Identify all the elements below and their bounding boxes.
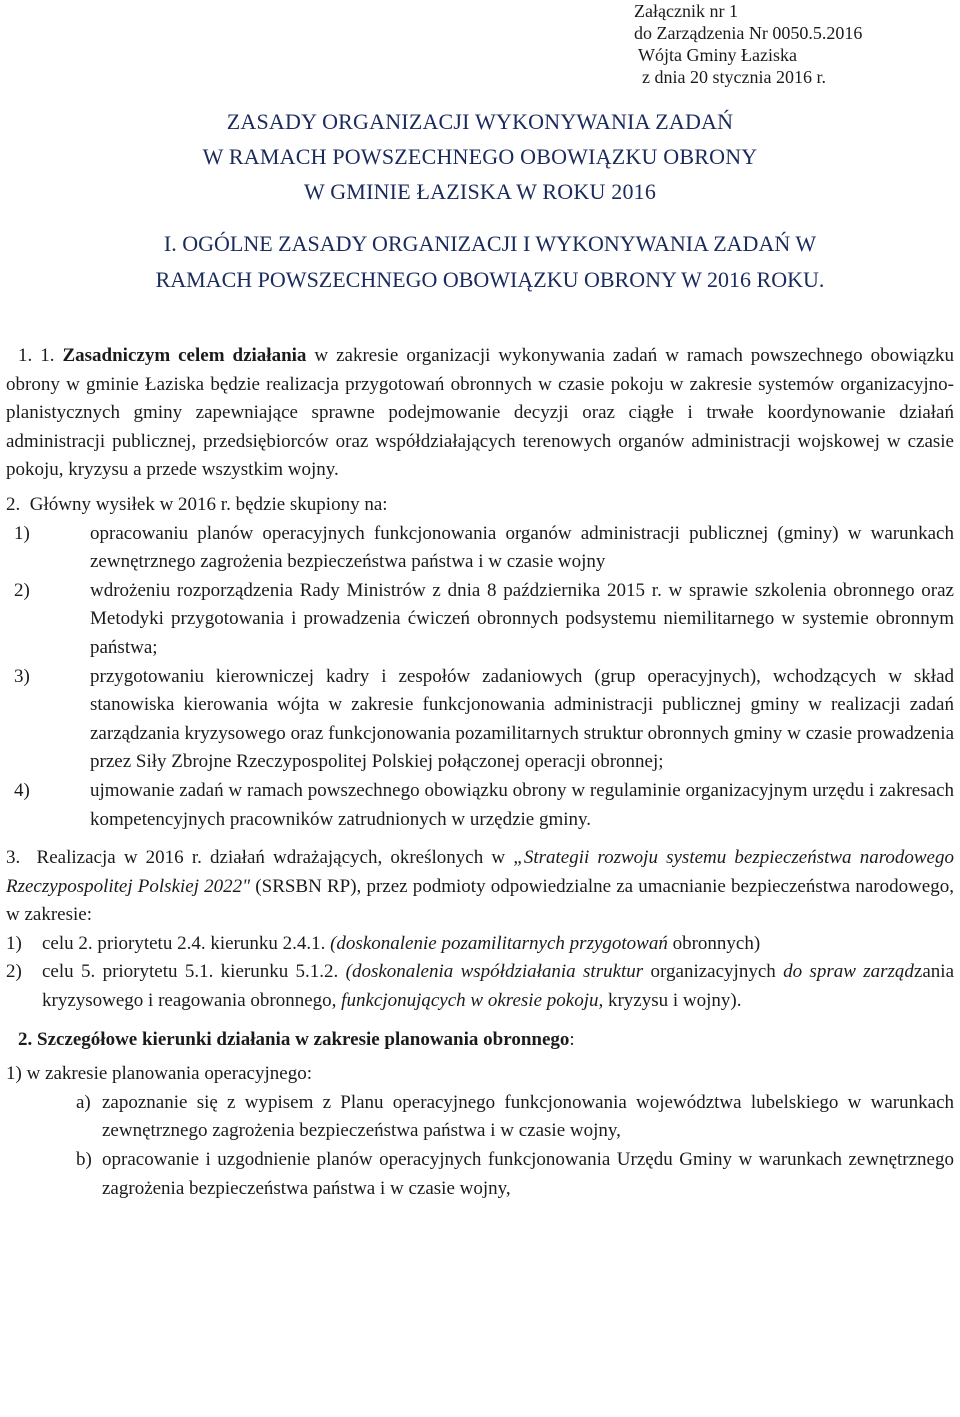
paragraph-2-intro: 2. Główny wysiłek w 2016 r. będzie skupiony na: <box>6 493 388 515</box>
paragraph-text: (SRSBN RP), przez podmioty odpowiedzialne za umacnianie bezpieczeństwa narodowego, w zakresie: <box>6 875 959 926</box>
section-heading-line: I. OGÓLNE ZASADY ORGANIZACJI I WYKONYWANIA ZADAŃ W <box>163 231 817 256</box>
list-text: organizacyjnych <box>643 961 784 983</box>
section-heading-colon: : <box>569 1028 575 1050</box>
list-text: zapoznanie się z wypisem z Planu operacyjnego funkcjonowania województwa lubelskiego w warunkach zewnętrznego zagrożenia bezpieczeństwa państwa i w czasie wojny, <box>102 1091 954 1142</box>
list-letter: b) <box>76 1149 92 1171</box>
list-item <box>6 577 954 663</box>
title-line: W GMINIE ŁAZISKA W ROKU 2016 <box>303 179 657 204</box>
list-text: celu 2. priorytetu 2.4. kierunku 2.4.1. <box>42 932 331 954</box>
list-item <box>6 663 954 777</box>
paragraph-1 <box>6 342 954 485</box>
list-text-italic: (doskonalenia współdziałania struktur <box>345 961 644 983</box>
section-heading-2 <box>6 1026 954 1055</box>
list-item <box>76 1146 954 1203</box>
list-item <box>6 958 954 1015</box>
section-heading-line: RAMACH POWSZECHNEGO OBOWIĄZKU OBRONY W 2016 ROKU. <box>155 267 825 292</box>
list-number: 1) <box>14 522 30 544</box>
list-item <box>6 777 954 834</box>
list-number: 4) <box>14 779 30 801</box>
list-number: 1) <box>6 932 22 954</box>
bold-phrase: Zasadniczym celem działania <box>62 345 307 366</box>
attachment-line: Załącznik nr 1 <box>634 1 738 21</box>
title-line: ZASADY ORGANIZACJI WYKONYWANIA ZADAŃ <box>226 109 734 134</box>
strategy-title: „Strategii rozwoju systemu bezpieczeństwa narodowego Rzeczypospolitej Polskiej 2022" <box>6 847 959 897</box>
list-text-italic: do spraw zarząd <box>783 961 914 983</box>
list-text: obronnych) <box>667 932 761 954</box>
section-heading-1 <box>50 226 930 298</box>
list-letter: a) <box>76 1091 91 1113</box>
list-text: przygotowaniu kierowniczej kadry i zespołów zadaniowych (grup operacyjnych), wchodzących w skład stanowiska kierowania wójta w zakresie funkcjonowania administracji publicznej gminy w realizacji zadań zarządzania kryzysowego oraz funkcjonowania pozamilitarnych struktur obronnych gminy w czasie prowadzenia przez Siły Zbrojne Rzeczypospolitej Polskiej połączonej operacji obronnej; <box>90 665 954 773</box>
list-item <box>76 1089 954 1146</box>
list-number: 2) <box>6 961 22 983</box>
list-text: celu 5. priorytetu 5.1. kierunku 5.1.2. <box>42 961 346 983</box>
attachment-header <box>634 0 862 88</box>
list-text: zania kryzysowego i reagowania obronnego, <box>42 961 954 1012</box>
attachment-line: z dnia 20 stycznia 2016 r. <box>642 67 826 87</box>
planning-list <box>6 1089 954 1203</box>
document-body <box>6 342 959 1203</box>
paragraph-number: 1. 1. <box>18 345 55 366</box>
paragraph-3 <box>6 844 959 930</box>
list-number: 3) <box>14 665 30 687</box>
list-text-italic: (doskonalenie pozamilitarnych przygotowań <box>330 932 668 954</box>
section-heading-bold: 2. Szczegółowe kierunki działania w zakresie planowania obronnego <box>18 1028 570 1050</box>
paragraph-text: 3. Realizacja w 2016 r. działań wdrażających, określonych w <box>6 847 514 869</box>
goal-list <box>6 520 954 835</box>
strategy-list <box>6 930 954 1016</box>
list-text: opracowanie i uzgodnienie planów operacyjnych funkcjonowania Urzędu Gminy w warunkach zewnętrznego zagrożenia bezpieczeństwa państwa i w czasie wojny, <box>102 1149 954 1199</box>
title-line: W RAMACH POWSZECHNEGO OBOWIĄZKU OBRONY <box>202 144 758 169</box>
list-number: 2) <box>14 579 30 601</box>
list-text: opracowaniu planów operacyjnych funkcjonowania organów administracji publicznej (gminy) w warunkach zewnętrznego zagrożenia bezpieczeństwa państwa i w czasie wojny <box>90 522 954 573</box>
list-text-italic: funkcjonujących w okresie pokoju, <box>341 990 604 1012</box>
document-title <box>0 104 960 209</box>
paragraph-text: w zakresie organizacji wykonywania zadań w ramach powszechnego obowiązku obrony w gminie Łaziska będzie realizacja przygotowań obronnych w czasie pokoju w zakresie systemów organizacyjno-planistycznych gminy zapewniające sprawne podejmowanie decyzji oraz ciągłe i trwałe koordynowanie działań administracji publicznej, przedsiębiorców oraz współdziałających terenowych organów administracji wojskowej w czasie pokoju, kryzysu a przede wszystkim wojny. <box>6 345 955 481</box>
list-text: kryzysu i wojny). <box>603 990 742 1012</box>
list-text: wdrożeniu rozporządzenia Rady Ministrów z dnia 8 października 2015 r. w sprawie szkolenia obronnego oraz Metodyki przygotowania i prowadzenia ćwiczeń obronnych podsystemu niemilitarnego w systemie obronnym państwa; <box>90 579 954 658</box>
planning-intro: 1) w zakresie planowania operacyjnego: <box>6 1063 312 1085</box>
list-item <box>6 520 954 577</box>
attachment-line: do Zarządzenia Nr 0050.5.2016 <box>634 23 863 43</box>
list-item <box>6 930 954 959</box>
attachment-line: Wójta Gminy Łaziska <box>638 45 797 65</box>
list-text: ujmowanie zadań w ramach powszechnego obowiązku obrony w regulaminie organizacyjnym urzędu i zakresach kompetencyjnych pracowników zatrudnionych w urzędzie gminy. <box>90 779 954 830</box>
